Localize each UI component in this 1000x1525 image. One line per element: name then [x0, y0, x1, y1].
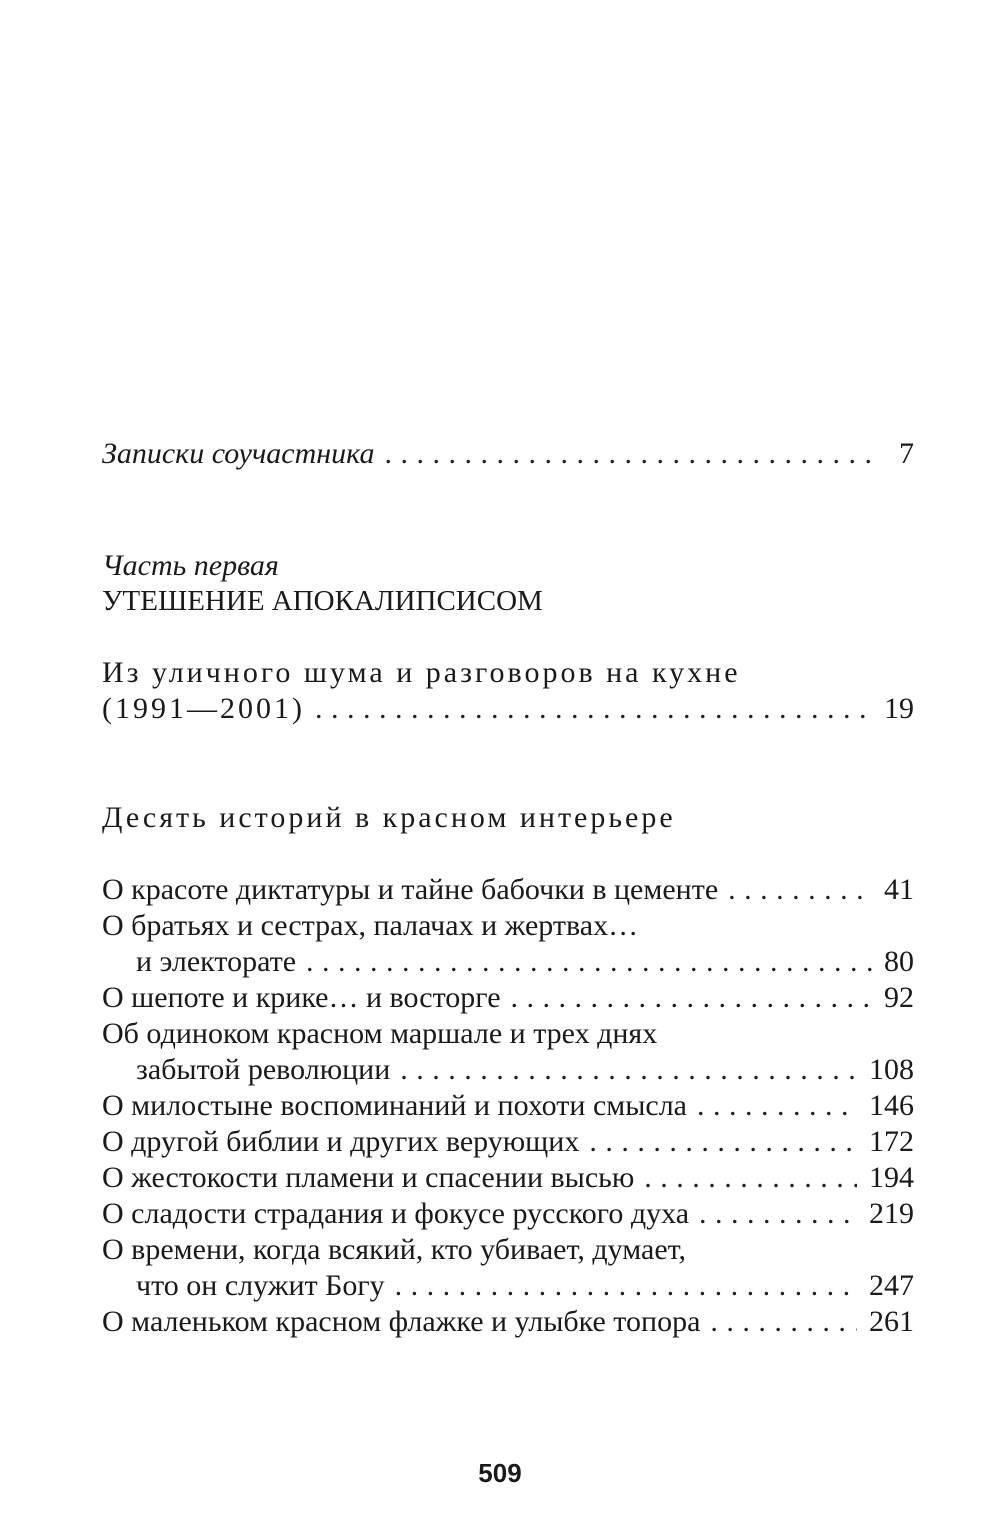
- toc-entry-title: О красоте диктатуры и тайне бабочки в цементе: [102, 873, 719, 906]
- toc-page-number: 108: [869, 1053, 914, 1086]
- toc-entry: [136, 944, 914, 980]
- toc-page-number: 219: [869, 1197, 914, 1230]
- toc-entry-title: Записки соучастника: [102, 437, 375, 470]
- toc-entry-title: Об одиноком красном маршале и трех днях: [102, 1017, 658, 1050]
- dot-leader: [728, 872, 872, 908]
- dot-leader: [315, 691, 872, 727]
- dot-leader: [644, 1160, 857, 1196]
- page-number: 509: [478, 1458, 522, 1488]
- toc-entry-title: О жестокости пламени и спасении высью: [102, 1161, 635, 1194]
- toc-entry-title: О шепоте и крике… и восторге: [102, 981, 501, 1014]
- part-title: УТЕШЕНИЕ АПОКАЛИПСИСОМ: [102, 585, 543, 617]
- dot-leader: [589, 1124, 857, 1160]
- dot-leader: [384, 436, 882, 472]
- toc-entry: [102, 1196, 914, 1232]
- toc-entry-section1: [102, 691, 914, 727]
- toc-entry: [136, 1052, 914, 1088]
- toc-entry: [102, 1160, 914, 1196]
- toc-page-number: 92: [884, 981, 914, 1014]
- toc-entry-title-cont: и электорате: [136, 945, 297, 978]
- toc-entry-title: О братьях и сестрах, палачах и жертвах…: [102, 909, 639, 942]
- toc-entry-title: О милостыне воспоминаний и похоти смысла: [102, 1089, 687, 1122]
- dot-leader: [699, 1196, 857, 1232]
- section-title-line1: Из уличного шума и разговоров на кухне: [102, 656, 741, 689]
- dot-leader: [400, 1052, 857, 1088]
- toc-entry-title: О времени, когда всякий, кто убивает, думает,: [102, 1233, 686, 1266]
- dot-leader: [697, 1088, 857, 1124]
- dot-leader: [395, 1268, 857, 1304]
- toc-page-number: 80: [884, 945, 914, 978]
- toc-entry: [136, 1268, 914, 1304]
- dot-leader: [306, 944, 872, 980]
- toc-entry: [102, 1304, 914, 1340]
- section-title: Десять историй в красном интерьере: [102, 801, 676, 834]
- toc-page-number: 146: [869, 1089, 914, 1122]
- toc-page-number: 172: [869, 1125, 914, 1158]
- dot-leader: [511, 980, 872, 1016]
- part-label: Часть первая: [102, 549, 279, 582]
- toc-entry: [102, 1088, 914, 1124]
- toc-entry-title: О маленьком красном флажке и улыбке топора: [102, 1305, 701, 1338]
- toc-page-number: 19: [884, 692, 914, 725]
- toc-page-number: 194: [869, 1161, 914, 1194]
- toc-page-number: 41: [884, 873, 914, 906]
- toc-page-number: 261: [869, 1305, 914, 1338]
- toc-entry-title-cont: забытой революции: [136, 1053, 391, 1086]
- dot-leader: [710, 1304, 857, 1340]
- toc-page-number: 7: [899, 437, 914, 470]
- toc-page-number: 247: [869, 1269, 914, 1302]
- toc-entry: [102, 980, 914, 1016]
- toc-entry: [102, 1124, 914, 1160]
- toc-entry-title-cont: что он служит Богу: [136, 1269, 385, 1302]
- toc-entry-title: (1991—2001): [102, 692, 305, 725]
- toc-entry: [102, 872, 914, 908]
- toc-entry-title: О другой библии и других верующих: [102, 1125, 580, 1158]
- toc-entry-preface: [102, 436, 914, 472]
- toc-entry-title: О сладости страдания и фокусе русского духа: [102, 1197, 690, 1230]
